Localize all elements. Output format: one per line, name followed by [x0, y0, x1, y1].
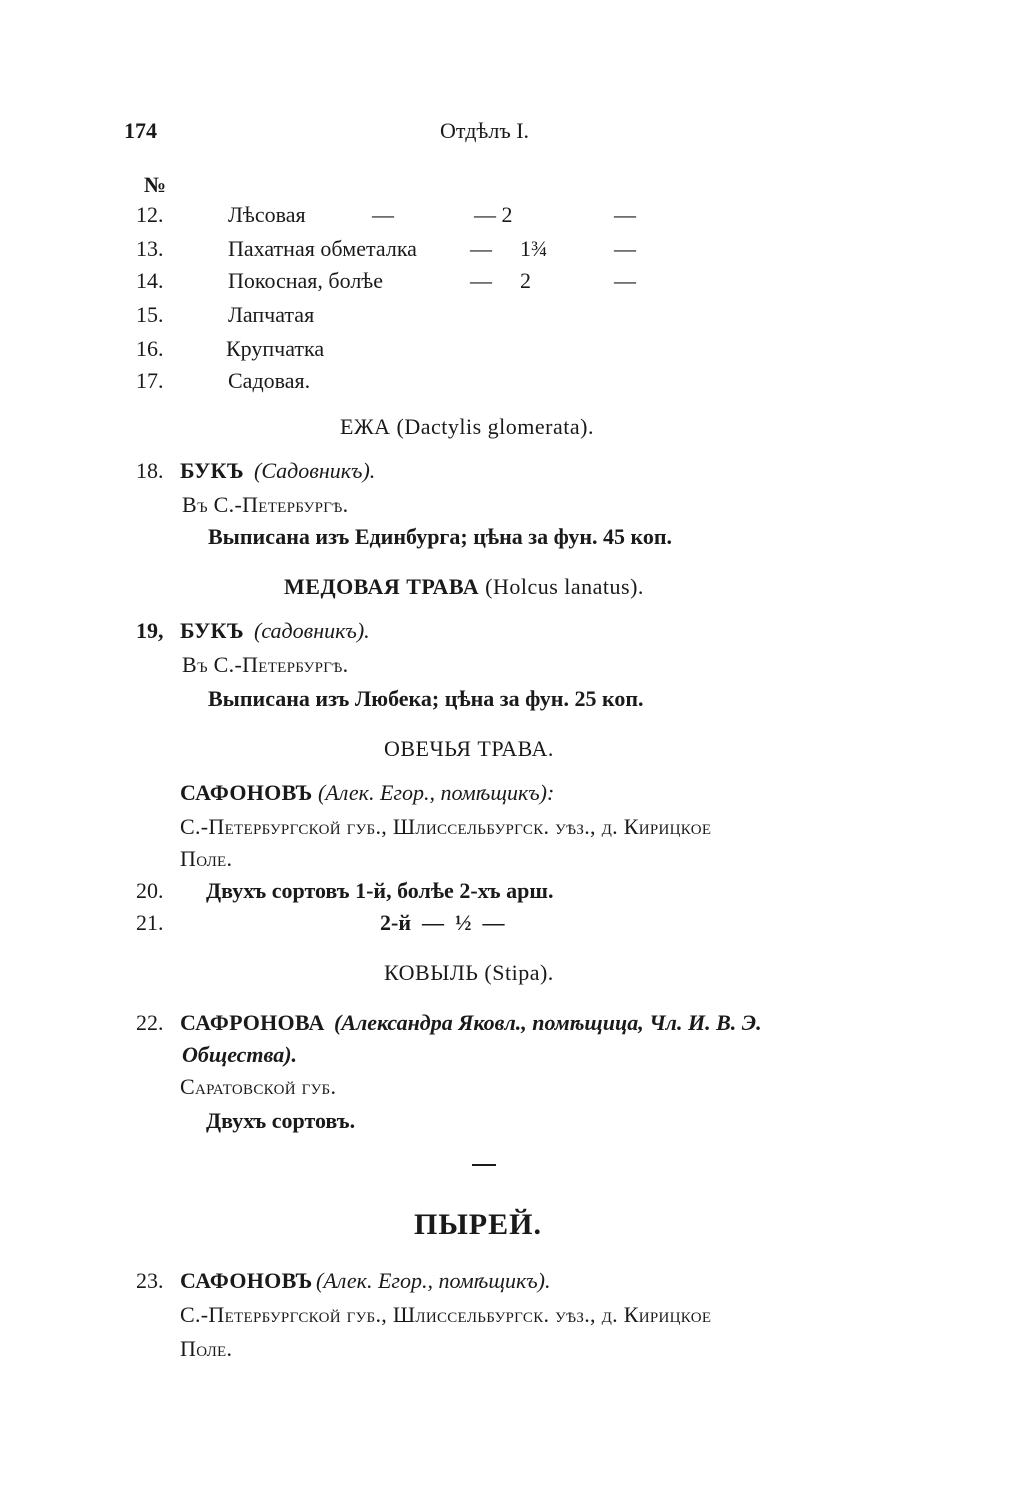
row-14-name: Покосная, болѣе — [228, 268, 384, 293]
entry-18-number: 18. — [136, 458, 164, 483]
row-16-name: Крупчатка — [226, 336, 325, 361]
entry-19-role: (садовникъ). — [254, 618, 370, 643]
row-12-col2: — 2 — [474, 202, 513, 227]
entry-22-note: Двухъ сортовъ. — [206, 1108, 356, 1133]
entry-18-place: Въ С.-Петербургѣ. — [182, 492, 349, 517]
row-14-col2: 2 — [520, 268, 531, 293]
row-12-number: 12. — [136, 202, 164, 227]
row-14-number: 14. — [136, 268, 164, 293]
ovechya-owner-name: САФОНОВЪ — [180, 780, 313, 805]
row-12-name: Лѣсовая — [228, 202, 306, 227]
entry-20-number: 20. — [136, 878, 164, 903]
section-heading-medovaya-latin: (Holcus lanatus). — [485, 574, 644, 599]
entry-22-role-line-1: (Александра Яковл., помѣщица, Чл. И. В. Э. — [334, 1010, 762, 1035]
entry-19-name: БУКЪ — [180, 618, 244, 643]
row-13-name: Пахатная обметалка — [228, 236, 417, 261]
section-heading-pyrey: ПЫРЕЙ. — [414, 1208, 542, 1241]
entry-23-place-line-1: С.-Петербургской губ., Шлиссельбургск. уѣз., д. Кирицкое — [180, 1302, 712, 1327]
section-heading-kovyl: КОВЫЛЬ (Stipa). — [384, 960, 554, 985]
row-14-col1: — — [470, 268, 492, 293]
row-13-col3: — — [614, 236, 636, 261]
running-header: Отдѣлъ I. — [440, 118, 530, 143]
entry-22-name: САФРОНОВА — [180, 1010, 325, 1035]
ovechya-place-line-1: С.-Петербургской губ., Шлиссельбургск. уѣз., д. Кирицкое — [180, 814, 712, 839]
entry-23-role: (Алек. Егор., помѣщикъ). — [316, 1268, 551, 1293]
entry-18-name: БУКЪ — [180, 458, 244, 483]
row-13-number: 13. — [136, 236, 164, 261]
entry-23-place-line-2: Поле. — [180, 1336, 233, 1361]
numero-sign: № — [144, 172, 167, 197]
entry-22-number: 22. — [136, 1010, 164, 1035]
entry-20-text: Двухъ сортовъ 1-й, болѣе 2-хъ арш. — [206, 878, 554, 903]
row-16-number: 16. — [136, 336, 164, 361]
section-heading-medovaya — [284, 574, 644, 600]
entry-19-number: 19, — [136, 618, 164, 643]
section-divider — [472, 1164, 496, 1166]
row-17-name: Садовая. — [228, 368, 311, 393]
row-12-col1: — — [372, 202, 394, 227]
entry-22-role-line-2: Общества). — [182, 1042, 298, 1067]
row-13-col1: — — [470, 236, 492, 261]
ovechya-owner-role: (Алек. Егор., помѣщикъ): — [318, 780, 555, 805]
entry-21-number: 21. — [136, 910, 164, 935]
section-heading-medovaya-main: МЕДОВАЯ ТРАВА — [284, 574, 480, 599]
row-15-name: Лапчатая — [228, 302, 315, 327]
entry-23-number: 23. — [136, 1268, 164, 1293]
entry-19-place: Въ С.-Петербургѣ. — [182, 652, 349, 677]
row-14-col3: — — [614, 268, 636, 293]
row-17-number: 17. — [136, 368, 164, 393]
entry-18-role: (Садовникъ). — [254, 458, 376, 483]
row-12-col3: — — [614, 202, 636, 227]
entry-18-note: Выписана изъ Единбурга; цѣна за фун. 45 коп. — [208, 524, 673, 549]
entry-23-name: САФОНОВЪ — [180, 1268, 313, 1293]
row-15-number: 15. — [136, 302, 164, 327]
entry-19-note: Выписана изъ Любека; цѣна за фун. 25 коп. — [208, 686, 644, 711]
section-heading-ovechya: ОВЕЧЬЯ ТРАВА. — [384, 736, 554, 761]
ovechya-place-line-2: Поле. — [180, 846, 233, 871]
entry-21-text: 2-й — ½ — — [380, 910, 505, 935]
entry-22-place: Саратовской губ. — [180, 1074, 337, 1099]
page-number: 174 — [124, 118, 157, 143]
row-13-col2: 1¾ — [520, 236, 548, 261]
section-heading-ezha: ЕЖА (Dactylis glomerata). — [340, 414, 594, 439]
